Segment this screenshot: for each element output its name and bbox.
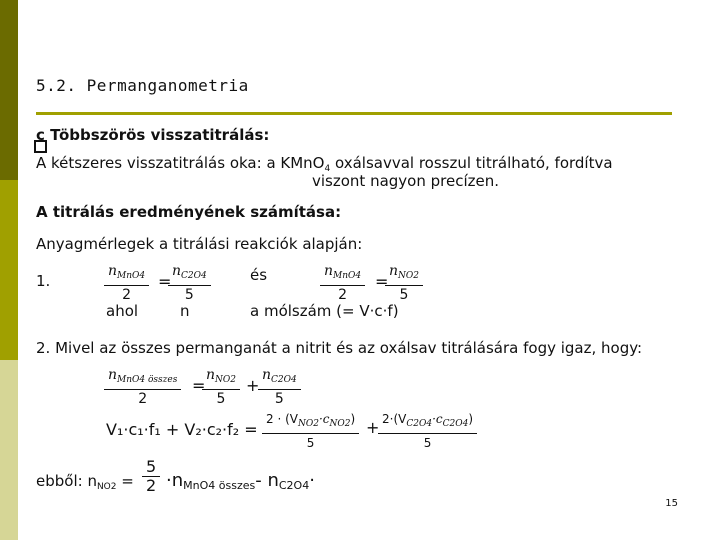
page-number: 15 bbox=[665, 498, 678, 509]
fraction-den: 5 bbox=[385, 285, 423, 304]
reason-text: A kétszeres visszatitrálás oka: a KMnO bbox=[36, 154, 325, 172]
fraction-den: 2 bbox=[320, 285, 365, 304]
item-2-text: 2. Mivel az összes permanganát a nitrit és az oxálsav titrálására fogy igaz, hogy: bbox=[36, 339, 643, 357]
plus-sign: + bbox=[366, 418, 380, 437]
result-prefix: ebből: $n_{NO2}$ = bbox=[36, 472, 134, 492]
reason-subscript: 4 bbox=[324, 164, 331, 174]
result-subscript: NO2 bbox=[96, 482, 117, 492]
section-letter: c bbox=[36, 126, 45, 144]
reason-line-1 bbox=[36, 154, 613, 174]
fraction-den: 5 bbox=[258, 389, 301, 408]
volume-sum-expression: V₁·c₁·f₁ + V₂·c₂·f₂ = bbox=[106, 420, 258, 439]
fraction-den: 2 bbox=[104, 389, 181, 408]
fraction-eq3-3 bbox=[260, 366, 299, 408]
fraction-part: ) bbox=[468, 412, 474, 426]
reason-text-rest: oxálsavval rosszul titrálható, fordítva bbox=[330, 154, 613, 172]
fraction-part: 2·(V bbox=[382, 412, 407, 426]
decor-bar-top bbox=[0, 0, 18, 180]
slide-title: 5.2. Permanganometria bbox=[36, 76, 249, 95]
fraction-sub: NO2 bbox=[297, 419, 319, 429]
fraction-sub: MnO4 bbox=[333, 271, 362, 281]
fraction-n: n bbox=[324, 263, 334, 279]
equals-sign: = bbox=[192, 376, 206, 395]
plus-sign: + bbox=[246, 376, 260, 395]
fraction-part: 2 · (V bbox=[266, 412, 298, 426]
equals-sign: = bbox=[375, 272, 389, 291]
fraction-sub: NO2 bbox=[398, 271, 420, 281]
decor-bar-bottom bbox=[0, 360, 18, 540]
title-underline bbox=[36, 112, 672, 115]
result-subscript: MnO4 összes bbox=[183, 479, 256, 492]
fraction-n: n bbox=[108, 367, 118, 383]
equals-sign: = bbox=[158, 272, 172, 291]
fraction-final bbox=[144, 458, 158, 495]
where-word: ahol bbox=[106, 302, 139, 320]
fraction-part: ·c bbox=[318, 412, 330, 426]
fraction-eq2-left bbox=[322, 262, 363, 304]
result-expression bbox=[166, 470, 315, 492]
reason-line-2: viszont nagyon precízen. bbox=[312, 172, 499, 190]
result-text: ·n bbox=[166, 470, 184, 491]
fraction-n: n bbox=[108, 263, 118, 279]
and-word: és bbox=[250, 266, 268, 284]
fraction-sub: MnO4 bbox=[117, 271, 146, 281]
fraction-den: 5 bbox=[202, 389, 240, 408]
result-text: ebből: n bbox=[36, 472, 97, 490]
fraction-eq3-1 bbox=[106, 366, 179, 408]
fraction-eq1-right bbox=[170, 262, 209, 304]
fraction-den: 2 bbox=[104, 285, 149, 304]
fraction-n: n bbox=[172, 263, 182, 279]
result-text: - n bbox=[255, 470, 279, 491]
balance-text: Anyagmérlegek a titrálási reakciók alapján: bbox=[36, 235, 363, 253]
decor-bar-middle bbox=[0, 180, 18, 360]
result-subscript: C2O4 bbox=[278, 479, 310, 492]
fraction-eq3-2 bbox=[204, 366, 238, 408]
fraction-eq4-1 bbox=[264, 410, 357, 452]
item-1-label: 1. bbox=[36, 272, 51, 290]
fraction-part: ·c bbox=[432, 412, 443, 426]
n-symbol: n bbox=[180, 302, 190, 320]
fraction-sub: NO2 bbox=[329, 419, 351, 429]
fraction-part: ) bbox=[350, 412, 356, 426]
fraction-sub: MnO4 összes bbox=[117, 375, 178, 385]
fraction-num: 5 bbox=[146, 457, 157, 476]
fraction-sub: C2O4 bbox=[181, 271, 207, 281]
fraction-n: n bbox=[206, 367, 216, 383]
result-text: · bbox=[309, 470, 315, 491]
fraction-den: 2 bbox=[142, 476, 160, 495]
fraction-sub: C2O4 bbox=[406, 419, 433, 429]
fraction-sub: C2O4 bbox=[271, 375, 297, 385]
section-heading-line bbox=[36, 126, 269, 144]
mole-number-definition: a mólszám (= V·c·f) bbox=[250, 302, 399, 320]
fraction-n: n bbox=[389, 263, 399, 279]
fraction-eq1-left bbox=[106, 262, 147, 304]
section-heading: Többszörös visszatitrálás: bbox=[50, 126, 270, 144]
calc-heading: A titrálás eredményének számítása: bbox=[36, 203, 342, 221]
fraction-den: 5 bbox=[168, 285, 211, 304]
fraction-den: 5 bbox=[262, 433, 359, 452]
fraction-eq4-2 bbox=[380, 410, 475, 452]
fraction-sub: C2O4 bbox=[442, 419, 469, 429]
fraction-sub: NO2 bbox=[215, 375, 237, 385]
fraction-n: n bbox=[262, 367, 272, 383]
fraction-eq2-right bbox=[387, 262, 421, 304]
fraction-den: 5 bbox=[378, 433, 477, 452]
